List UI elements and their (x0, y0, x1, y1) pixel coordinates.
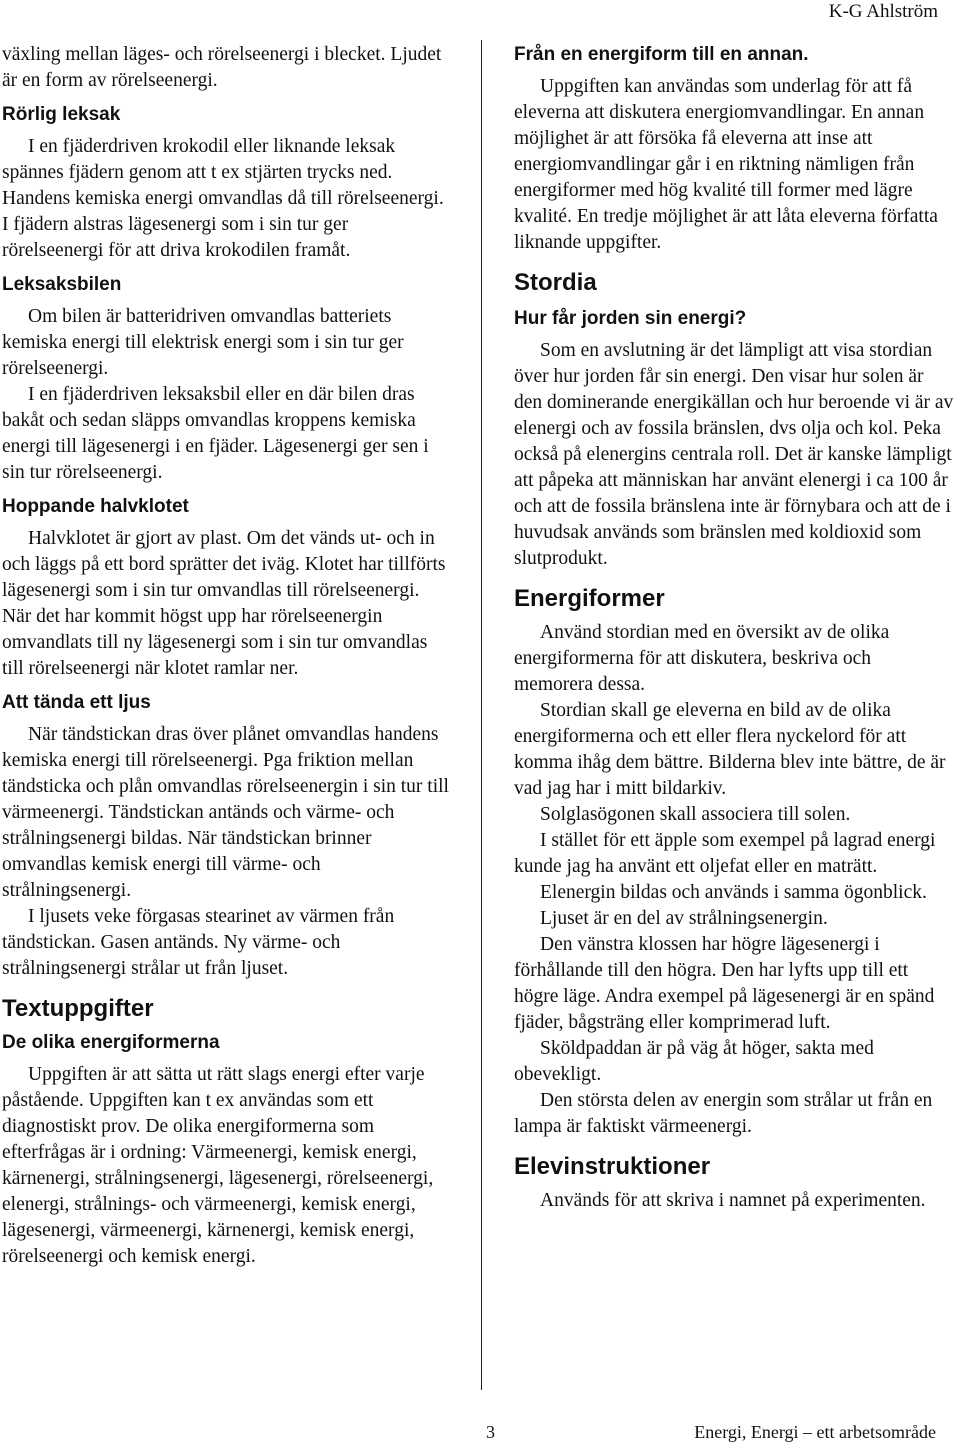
paragraph: Om bilen är batteridriven omvandlas batteriets kemiska energi till elektrisk energi som i sin tur ger rörelseenergi. (2, 306, 404, 379)
author-name: K-G Ahlström (828, 1, 938, 22)
paragraph: Stordian skall ge eleverna en bild av de olika energiformerna och ett eller flera nyckelord för att komma ihåg dem bättre. Bilderna blev inte bättre, de är vad jag har i mitt bildarkiv. (514, 700, 946, 799)
paragraph: I stället för ett äpple som exempel på lagrad energi kunde jag ha använt ett oljefat eller en maträtt. (514, 830, 936, 877)
paragraph: Används för att skriva i namnet på experimenten. (540, 1190, 926, 1211)
paragraph: I en fjäderdriven krokodil eller liknande leksak spännes fjädern genom att t ex stjärten trycks ned. Handens kemiska energi omvandlas då till rörelseenergi. I fjädern alstras lägesenergi som i sin tur ger rörelseenergi för att driva krokodilen framåt. (2, 136, 444, 261)
paragraph: I ljusets veke förgasas stearinet av värmen från tändstickan. Gasen antänds. Ny värme- och strålningsenergi strålar ut från ljuset. (2, 906, 395, 979)
paragraph: Ljuset är en del av strålningsenergin. (540, 908, 828, 929)
paragraph: Använd stordian med en översikt av de olika energiformerna för att diskutera, beskriva och memorera dessa. (514, 622, 890, 695)
paragraph: Solglasögonen skall associera till solen. (540, 804, 851, 825)
heading-att-tanda-ett-ljus: Att tända ett ljus (2, 692, 151, 713)
heading-fran-en-energiform: Från en energiform till en annan. (514, 44, 809, 65)
paragraph: I en fjäderdriven leksaksbil eller en där bilen dras bakåt och sedan släpps omvandlas kroppens kemiska energi till lägesenergi i en fjäder. Lägesenergi ger sen i sin tur rörelseenergi. (2, 384, 429, 483)
paragraph: Halvklotet är gjort av plast. Om det vänds ut- och in och läggs på ett bord sprätter det iväg. Klotet har tillförts lägesenergi som i sin tur omvandlas till rörelseenergi. När det har kommit högst upp har rörelseenergin omvandlats till ny lägesenergi som i sin tur omvandlas till rörelseenergi när klotet ramlar ner. (2, 528, 446, 679)
paragraph: Sköldpaddan är på väg åt höger, sakta med obevekligt. (514, 1038, 874, 1085)
paragraph: När tändstickan dras över plånet omvandlas handens kemiska energi till rörelseenergi. Pga friktion mellan tändsticka och plån omvandlas rörelseenergin i sin tur till värmeenergi. Tändstickan antänds och värme- och strålningsenergi bildas. När tändstickan brinner omvandlas kemisk energi till värme- och strålningsenergi. (2, 724, 449, 901)
column-divider (481, 40, 482, 1390)
paragraph: Uppgiften är att sätta ut rätt slags energi efter varje påstående. Uppgiften kan t ex användas som ett diagnostiskt prov. De olika energiformerna som efterfrågas är i ordning: Värmeenergi, kemisk energi, kärnenergi, strålningsenergi, lägesenergi, rörelseenergi, elenergi, strålnings- och värmeenergi, kemisk energi, lägesenergi, värmeenergi, kärnenergi, kemisk energi, rörelseenergi och kemisk energi. (2, 1064, 434, 1267)
subheading-hur-far-jorden: Hur får jorden sin energi? (514, 308, 747, 329)
paragraph: Uppgiften kan användas som underlag för att få eleverna att diskutera energiomvandlingar. En annan möjlighet är att försöka få eleverna att inse att energiomvandlingar går i en riktning nämligen från energiformer med hög kvalité till former med lägre kvalité. En tredje möjlighet är att låta eleverna författa liknande uppgifter. (514, 76, 938, 253)
paragraph: Den största delen av energin som strålar ut från en lampa är faktiskt värmeenergi. (514, 1090, 933, 1137)
intro-paragraph: växling mellan läges- och rörelseenergi i blecket. Ljudet är en form av rörelseenergi. (2, 44, 442, 91)
paragraph: Elenergin bildas och används i samma ögonblick. (540, 882, 927, 903)
heading-stordia: Stordia (514, 269, 597, 296)
page-number: 3 (486, 1422, 495, 1442)
heading-elevinstruktioner: Elevinstruktioner (514, 1153, 711, 1180)
left-column (2, 42, 452, 1270)
heading-hoppande-halvklotet: Hoppande halvklotet (2, 496, 189, 517)
right-column (514, 42, 954, 1214)
heading-leksaksbilen: Leksaksbilen (2, 274, 122, 295)
paragraph: Som en avslutning är det lämpligt att visa stordian över hur jorden får sin energi. Den visar hur solen är den dominerande energikällan och hur beroende vi är av elenergi och av fossila bränslen, dvs olja och kol. Peka också på elenergins centrala roll. Det är kanske lämpligt att påpeka att människan har använt elenergi i ca 100 år och att de fossila bränslena inte är förnybara och att de i huvudsak används som bränslen med koldioxid som slutprodukt. (514, 340, 954, 569)
footer-title: Energi, Energi – ett arbetsområde (694, 1422, 936, 1442)
heading-rorlig-leksak: Rörlig leksak (2, 104, 121, 125)
heading-textuppgifter: Textuppgifter (2, 995, 154, 1022)
subheading-energiformerna: De olika energiformerna (2, 1032, 220, 1053)
heading-energiformer: Energiformer (514, 585, 665, 612)
paragraph: Den vänstra klossen har högre lägesenergi i förhållande till den högra. Den har lyfts upp till ett högre läge. Andra exempel på lägesenergi är en spänd fjäder, bågsträng eller komprimerad luft. (514, 934, 935, 1033)
